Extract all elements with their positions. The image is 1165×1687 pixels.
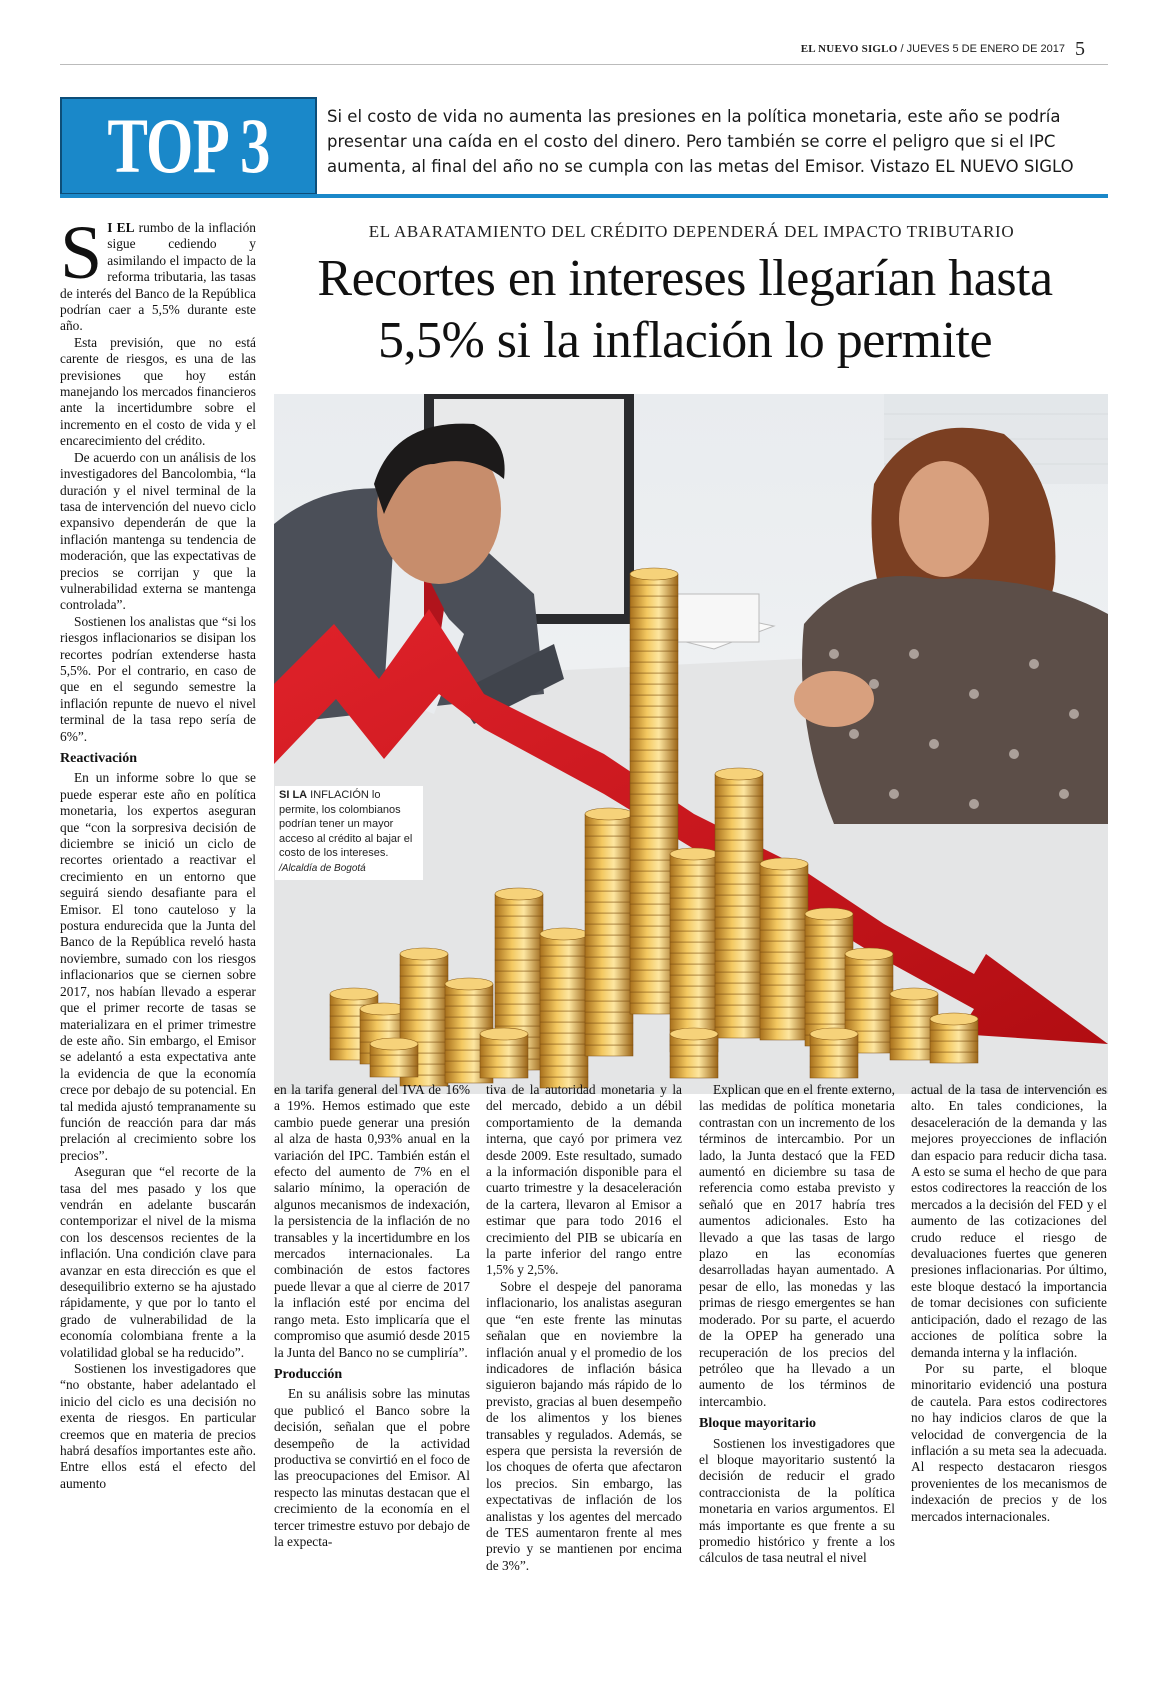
subhead-bloque-mayoritario: Bloque mayoritario bbox=[699, 1416, 817, 1432]
paragraph: Esta previsión, que no está carente de riesgos, es una de las previsiones que hoy están manejando los mercados financieros ante la incertidumbre sobre el incremento en el costo de vida y el encarecimiento del crédito. bbox=[60, 334, 256, 449]
publication-name: EL NUEVO SIGLO bbox=[800, 43, 898, 55]
paragraph: Aseguran que “el recorte de la tasa del mes pasado y los que vendrán en adelante buscarán contemporizar el nivel de la misma con los descensos recientes de la inflación. Una condición clave para avanzar en esta dirección es que el desequilibrio externo se ha ajustado rápidamente, y que por lo tanto el grado de vulnerabilidad de la economía colombiana frente a la volatilidad global se ha reducido”. bbox=[60, 1164, 256, 1360]
subhead-produccion: Producción bbox=[274, 1366, 343, 1382]
coin-stack bbox=[715, 768, 763, 1038]
drop-cap: S bbox=[60, 211, 103, 295]
subhead-reactivacion: Reactivación bbox=[60, 751, 137, 766]
article-headline: Recortes en intereses llegarían hasta 5,5% si la inflación lo permite bbox=[317, 250, 1053, 369]
paragraph: Sostienen los investigadores que el bloque mayoritario sustentó la decisión de reducir el grado contraccionista de la política monetaria en varios argumentos. El más importante es que frente a su promedio histórico y frente a los cálculos de tasa neutral el nivel bbox=[699, 1435, 895, 1566]
caption-text: INFLACIÓN lo permite, los colombianos podrían tener un mayor acceso al crédito al bajar el costo de los intereses. bbox=[279, 789, 413, 859]
banner-summary: Si el costo de vida no aumenta las presiones en la política monetaria, este año se podría presentar una caída en el costo del dinero. Pero también se corre el peligro que si el IPC aumenta, al final del año no se cumpla con las metas del Emisor. Vistazo EL NUEVO SIGLO bbox=[327, 107, 1074, 176]
paragraph: En un informe sobre lo que se puede esperar este año en política monetaria, los expertos aseguran que “con la sorpresiva decisión de diciembre se inició un ciclo de recortes orientado a reactivar el crecimiento en un entorno que seguirá siendo desafiante para el Emisor. El tono cauteloso y la postura endurecida que la Junta del Banco de la República reveló hasta noviembre, sumado con los riesgos inflacionarios que se ciernen sobre 2017, nos habían llevado a esperar que el primer recorte de tasas se materializara en el primer trimestre de este año. Sin embargo, el Emisor se adelantó a esta expectativa ante la evidencia de que la economía crece por debajo de su potencial. En tal medida ajustó tempranamente su función de reacción para dar más prelación al crecimiento sobre los precios”. bbox=[60, 770, 256, 1163]
paragraph: tiva de la autoridad monetaria y la del mercado, debido a un débil comportamiento de la demanda interna, que cayó por primera vez desde 2009. Este resultado, sumado a la información disponible para el cuarto trimestre y la desaceleración de la cartera, llevaron al Emisor a estimar que para todo 2016 el crecimiento del PIB se ubicaría en la parte inferior del rango entre 1,5% y 2,5%. bbox=[486, 1082, 682, 1278]
coin-stack bbox=[760, 858, 808, 1040]
lead-text: rumbo de la inflación sigue cediendo y asimilando el impacto de la reforma tributaria, las tasas de interés del Banco de la República podrían caer a 5,5% durante este año. bbox=[60, 220, 256, 334]
coin-stack bbox=[540, 928, 588, 1088]
paragraph: En su análisis sobre las minutas que publicó el Banco sobre la decisión, señalan que el pobre desempeño de la actividad productiva se convirtió en el foco de las preocupaciones del Emisor. Al respecto las minutas destacan que el crecimiento de la economía en el tercer trimestre estuvo por debajo de la expecta- bbox=[274, 1386, 470, 1549]
top3-label: TOP 3 bbox=[107, 102, 270, 189]
page-number: 5 bbox=[1075, 38, 1085, 60]
photo-credit: /Alcaldía de Bogotá bbox=[279, 862, 366, 874]
article-column-1 bbox=[60, 211, 256, 1492]
paragraph: Sostienen los investigadores que “no obstante, haber adelantado el inicio del ciclo es una decisión no exenta de riesgos. En particular creemos que en materia de precios habrá desafíos importantes este año. Entre ellos está el efecto del aumento bbox=[60, 1361, 256, 1491]
article-column-5 bbox=[911, 1082, 1107, 1525]
paragraph: Sobre el despeje del panorama inflacionario, los analistas aseguran que “en este frente las minutas señalan que en noviembre la inflación anual y el promedio de los indicadores de inflación básica siguieron bajando más rápido de lo previsto, gracias al buen desempeño de los alimentos y los bienes transables y regulados. Además, se espera que persista la reversión de los choques de oferta que afectaron los precios. Sin embargo, las expectativas de inflación de los analistas y los agentes del mercado de TES aumentaron frente al mes previo y se mantienen por encima de 3%”. bbox=[486, 1278, 682, 1573]
paragraph: De acuerdo con un análisis de los investigadores del Bancolombia, “la duración y el nivel terminal de la tasa de intervención del nuevo ciclo expansivo dependerán de que la inflación mantenga su tendencia de moderación, que las expectativas de precios se corrijan y que la vulnerabilidad externa se mantenga controlada”. bbox=[60, 449, 256, 613]
paragraph: Por su parte, el bloque minoritario evidenció una postura de cautela. Para estos codirectores no hay indicios claros de que la velocidad de convergencia de la inflación a su meta sea la adecuada. Al respecto destacaron riesgos provenientes de los mecanismos de indexación de precios y de los mercados internacionales. bbox=[911, 1360, 1107, 1524]
article-photo bbox=[274, 394, 1108, 1094]
folio-divider bbox=[60, 64, 1108, 65]
coin-stack bbox=[370, 1038, 418, 1077]
coin-stack bbox=[480, 1028, 528, 1078]
coin-stack bbox=[585, 808, 633, 1056]
coin-stack bbox=[670, 848, 718, 1052]
banner-divider bbox=[60, 194, 1108, 198]
issue-date: / JUEVES 5 DE ENERO DE 2017 bbox=[897, 43, 1065, 55]
photo-caption bbox=[275, 786, 423, 880]
article-kicker: EL ABARATAMIENTO DEL CRÉDITO DEPENDERÁ DEL IMPACTO TRIBUTARIO bbox=[368, 222, 1015, 241]
article-column-3 bbox=[486, 1082, 682, 1574]
paragraph: Explican que en el frente externo, las medidas de política monetaria contrastan con un incremento de los términos de intercambio. Por un lado, la Junta destacó que la FED aumentó en diciembre su tasa de referencia como estaba previsto y señaló que en 2017 habría tres aumentos adicionales. Esto ha llevado a que las tasas de largo plazo en las economías desarrolladas hayan aumentado. A pesar de ello, las monedas y las primas de riesgo emergentes se han moderado. Por su parte, el acuerdo de la OPEP ha generado una recuperación de los precios del petróleo que ha llevado a un aumento de los términos de intercambio. bbox=[699, 1082, 895, 1409]
caption-lead: SI LA bbox=[279, 789, 308, 801]
lead-bold: I EL bbox=[107, 220, 135, 235]
paragraph: actual de la tasa de intervención es alto. En tales condiciones, la desaceleración de la demanda y las mejores proyecciones de inflación dan espacio para reducir dicha tasa. A esto se suma el hecho de que para estos codirectores la reacción de los mercados a la decisión del FED y el aumento de las cotizaciones del crudo reduce el riesgo de devaluaciones fuertes que generen presiones inflacionarias. Por último, este bloque destacó la importancia de tomar decisiones con suficiente anticipación, dado el rezago de las acciones de política sobre la demanda interna y la inflación. bbox=[911, 1082, 1107, 1360]
coin-stack bbox=[670, 1028, 718, 1078]
paragraph: Sostienen los analistas que “si los riesgos inflacionarios se disipan los recortes podrían extenderse hasta 5,5%. Por el contrario, en caso de que en el segundo semestre la inflación repunte de nuevo el nivel terminal de la tasa repo sería de 6%”. bbox=[60, 613, 256, 744]
coin-stack bbox=[810, 1028, 858, 1078]
page-folio bbox=[620, 38, 1085, 62]
paragraph: en la tarifa general del IVA de 16% a 19%. Hemos estimado que este cambio puede generar una presión al alza de hasta 0,93% anual en la variación del IPC. También están el efecto del aumento de 7% en el salario mínimo, la operación de algunos mecanismos de indexación, la persistencia de la inflación de no transables y la incertidumbre en los mercados internacionales. La combinación de estos factores puede llevar a que al cierre de 2017 la inflación esté por encima del rango meta. Esto implicaría que el compromiso que asumió desde 2015 la Junta del Banco no se cumpliría”. bbox=[274, 1082, 470, 1360]
coin-stack bbox=[930, 1013, 978, 1063]
article-column-2 bbox=[274, 1082, 470, 1550]
article-column-4 bbox=[699, 1082, 895, 1567]
